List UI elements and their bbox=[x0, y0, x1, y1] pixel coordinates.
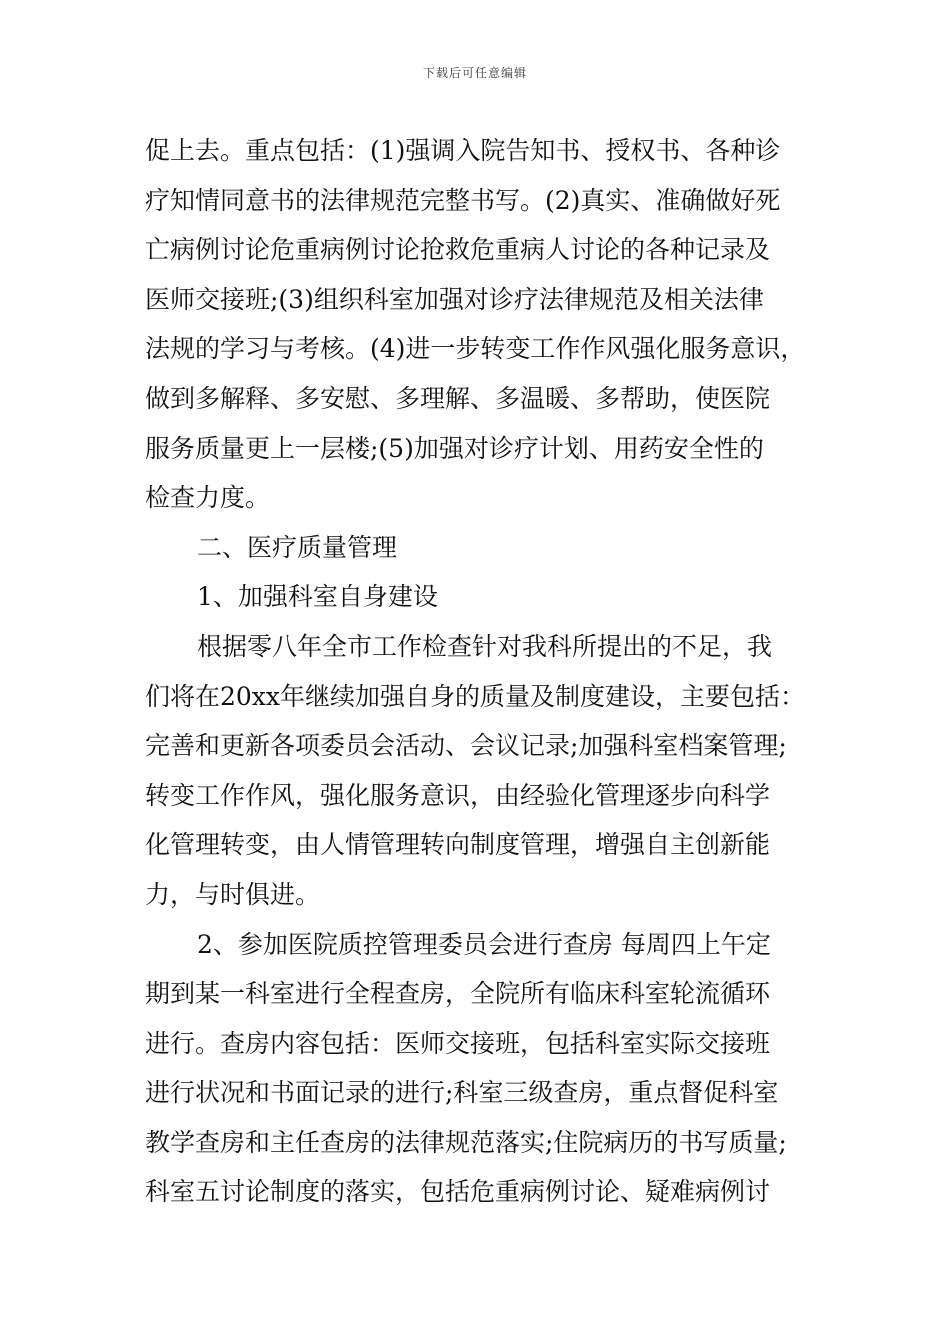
paragraph-line: 期到某一科室进行全程查房，全院所有临床科室轮流循环 bbox=[145, 979, 771, 1009]
paragraph-line: 医师交接班;(3)组织科室加强对诊疗法律规范及相关法律 bbox=[145, 284, 764, 314]
paragraph-line: 法规的学习与考核。(4)进一步转变工作作风强化服务意识， bbox=[145, 334, 806, 364]
page-header: 下载后可任意编辑 bbox=[422, 66, 527, 80]
paragraph-line: 进行。查房内容包括：医师交接班，包括科室实际交接班 bbox=[145, 1028, 771, 1058]
paragraph-line: 疗知情同意书的法律规范完整书写。(2)真实、准确做好死 bbox=[145, 185, 781, 215]
paragraph-line: 进行状况和书面记录的进行;科室三级查房，重点督促科室 bbox=[145, 1078, 779, 1108]
paragraph-line: 们将在20xx年继续加强自身的质量及制度建设，主要包括： bbox=[145, 681, 806, 711]
paragraph-line: 2、参加医院质控管理委员会进行查房 每周四上午定 bbox=[197, 929, 771, 959]
paragraph-line: 检查力度。 bbox=[145, 483, 271, 513]
paragraph-line: 促上去。重点包括：(1)强调入院告知书、授权书、各种诊 bbox=[145, 136, 781, 165]
section-heading: 二、医疗质量管理 bbox=[197, 532, 398, 562]
paragraph-line: 服务质量更上一层楼;(5)加强对诊疗计划、用药安全性的 bbox=[145, 433, 764, 463]
paragraph-line: 化管理转变，由人情管理转向制度管理，增强自主创新能 bbox=[145, 830, 771, 860]
paragraph-line: 科室五讨论制度的落实，包括危重病例讨论、疑难病例讨 bbox=[145, 1177, 771, 1207]
paragraph-line: 完善和更新各项委员会活动、会议记录;加强科室档案管理; bbox=[145, 731, 787, 761]
paragraph-line: 转变工作作风，强化服务意识，由经验化管理逐步向科学 bbox=[145, 780, 771, 810]
document-body bbox=[145, 126, 810, 1217]
paragraph-line: 亡病例讨论危重病例讨论抢救危重病人讨论的各种记录及 bbox=[145, 235, 771, 265]
paragraph-line: 根据零八年全市工作检查针对我科所提出的不足，我 bbox=[197, 631, 773, 661]
paragraph-line: 力，与时俱进。 bbox=[145, 879, 321, 909]
paragraph-line: 教学查房和主任查房的法律规范落实;住院病历的书写质量; bbox=[145, 1127, 787, 1157]
paragraph-line: 做到多解释、多安慰、多理解、多温暖、多帮助，使医院 bbox=[145, 383, 771, 413]
subsection-heading: 1、加强科室自身建设 bbox=[197, 582, 438, 612]
